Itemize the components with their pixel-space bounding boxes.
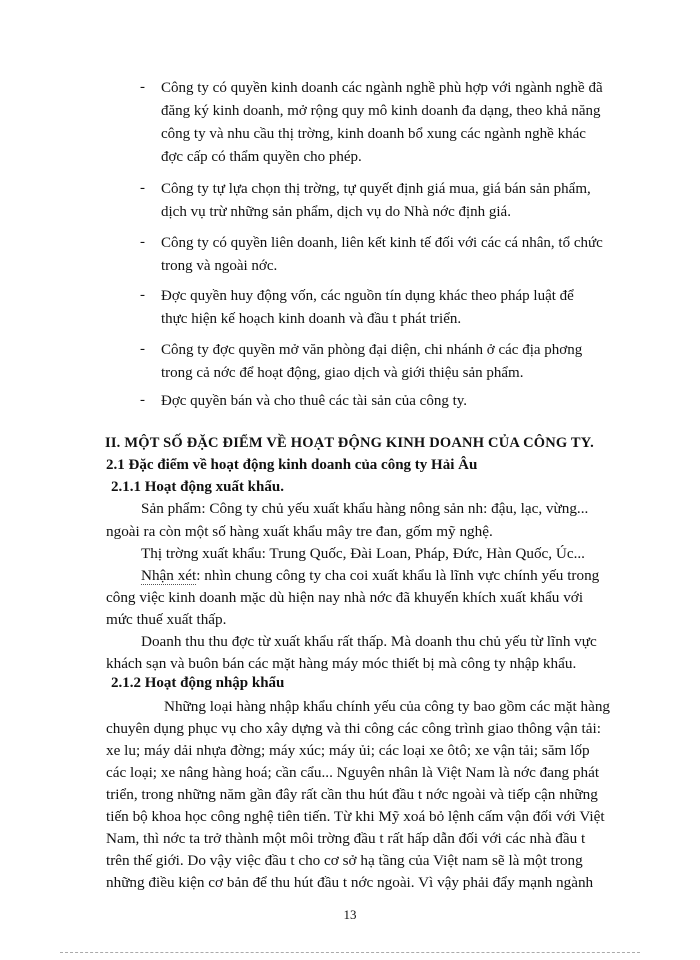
bullet-4-line-1: Đợc quyền huy động vốn, các nguồn tín dụng khác theo pháp luật để bbox=[161, 288, 574, 304]
bullet-2-line-2: dịch vụ trừ những sản phẩm, dịch vụ do Nhà nớc định giá. bbox=[161, 204, 511, 220]
bullet-dash: - bbox=[140, 79, 145, 95]
paragraph-imports-line-3: xe lu; máy dải nhựa đờng; máy xúc; máy ủi; các loại xe ôtô; xe vận tải; săm lốp bbox=[106, 742, 590, 759]
paragraph-imports-line-6: tiến bộ khoa học công nghệ tiên tiến. Từ khi Mỹ xoá bỏ lệnh cấm vận đối với Việt bbox=[106, 808, 605, 825]
paragraph-remark-line-3: mức thuế xuất thấp. bbox=[106, 611, 227, 628]
bullet-3-line-1: Công ty có quyền liên doanh, liên kết kinh tế đối với các cá nhân, tổ chức bbox=[161, 235, 603, 251]
bullet-2-line-1: Công ty tự lựa chọn thị trờng, tự quyết định giá mua, giá bán sản phẩm, bbox=[161, 181, 591, 197]
paragraph-products-line-1: Sản phẩm: Công ty chủ yếu xuất khẩu hàng nông sản nh: đậu, lạc, vừng... bbox=[141, 500, 589, 517]
bullet-1-line-1: Công ty có quyền kinh doanh các ngành nghề phù hợp với ngành nghề đã bbox=[161, 80, 603, 96]
bullet-3-line-2: trong và ngoài nớc. bbox=[161, 258, 278, 274]
bullet-5-line-1: Công ty đợc quyền mở văn phòng đại diện, chi nhánh ở các địa phơng bbox=[161, 342, 583, 358]
bullet-dash: - bbox=[140, 341, 145, 357]
remark-text: : nhìn chung công ty cha coi xuất khẩu là lĩnh vực chính yếu trong bbox=[196, 567, 600, 584]
bullet-dash: - bbox=[140, 392, 145, 408]
bullet-dash: - bbox=[140, 287, 145, 303]
paragraph-imports-line-7: Nam, thì nớc ta trở thành một môi trờng đầu t rất hấp dẫn đối với các nhà đầu t bbox=[106, 830, 586, 847]
subsection-2-1-2-heading: 2.1.2 Hoạt động nhập khẩu bbox=[111, 675, 285, 691]
bullet-1-line-2: đăng ký kinh doanh, mở rộng quy mô kinh doanh đa dạng, theo khả năng bbox=[161, 103, 601, 119]
paragraph-products-line-2: ngoài ra còn một số hàng xuất khẩu mây tre đan, gốm mỹ nghệ. bbox=[106, 523, 493, 540]
remark-label: Nhận xét bbox=[141, 567, 197, 584]
bullet-dash: - bbox=[140, 234, 145, 250]
bullet-4-line-2: thực hiện kế hoạch kinh doanh và đầu t phát triển. bbox=[161, 311, 462, 327]
section-heading: II. MỘT SỐ ĐẶC ĐIỂM VỀ HOẠT ĐỘNG KINH DOANH CỦA CÔNG TY. bbox=[105, 435, 594, 451]
subsection-2-1-heading: 2.1 Đặc điểm về hoạt động kinh doanh của công ty Hải Âu bbox=[106, 457, 478, 473]
paragraph-imports-line-9: những điều kiện cơ bản để thu hút đầu t nớc ngoài. Vì vậy phải đẩy mạnh ngành bbox=[106, 874, 594, 891]
subsection-2-1-1-heading: 2.1.1 Hoạt động xuất khẩu. bbox=[111, 479, 284, 495]
paragraph-imports-line-8: trên thế giới. Do vậy việc đầu t cho cơ sở hạ tầng của Việt nam sẽ là một trong bbox=[106, 852, 583, 869]
bullet-dash: - bbox=[140, 180, 145, 196]
page-bottom-divider bbox=[60, 952, 640, 953]
paragraph-revenue-line-2: khách sạn và buôn bán các mặt hàng máy móc thiết bị mà công ty nhập khẩu. bbox=[106, 655, 577, 672]
paragraph-remark-line-2: công việc kinh doanh mặc dù hiện nay nhà nớc đã khuyến khích xuất khẩu với bbox=[106, 589, 584, 606]
bullet-1-line-4: đợc cấp có thẩm quyền cho phép. bbox=[161, 149, 362, 165]
bullet-1-line-3: công ty và nhu cầu thị trờng, kinh doanh bổ xung các ngành nghề khác bbox=[161, 126, 586, 142]
bullet-6-line-1: Đợc quyền bán và cho thuê các tài sản của công ty. bbox=[161, 393, 468, 409]
paragraph-imports-line-5: triển, trong những năm gần đây rất cần thu hút đầu t nớc ngoài và tiếp cận những bbox=[106, 786, 598, 803]
paragraph-markets: Thị trờng xuất khẩu: Trung Quốc, Đài Loan, Pháp, Đức, Hàn Quốc, Úc... bbox=[141, 545, 585, 562]
paragraph-imports-line-4: các loại; xe nâng hàng hoá; cần cẩu... Nguyên nhân là Việt Nam là nớc đang phát bbox=[106, 764, 600, 781]
paragraph-revenue-line-1: Doanh thu thu đợc từ xuất khẩu rất thấp. Mà doanh thu chủ yếu từ lĩnh vực bbox=[141, 633, 597, 650]
bullet-5-line-2: trong cả nớc để hoạt động, giao dịch và giới thiệu sản phẩm. bbox=[161, 365, 524, 381]
paragraph-imports-line-2: chuyên dụng phục vụ cho xây dựng và thi công các công trình giao thông vận tải: bbox=[106, 720, 601, 737]
page-number: 13 bbox=[343, 907, 357, 922]
paragraph-remark-line-1 bbox=[141, 567, 599, 585]
paragraph-imports-line-1: Những loại hàng nhập khẩu chính yếu của công ty bao gồm các mặt hàng bbox=[164, 698, 611, 715]
